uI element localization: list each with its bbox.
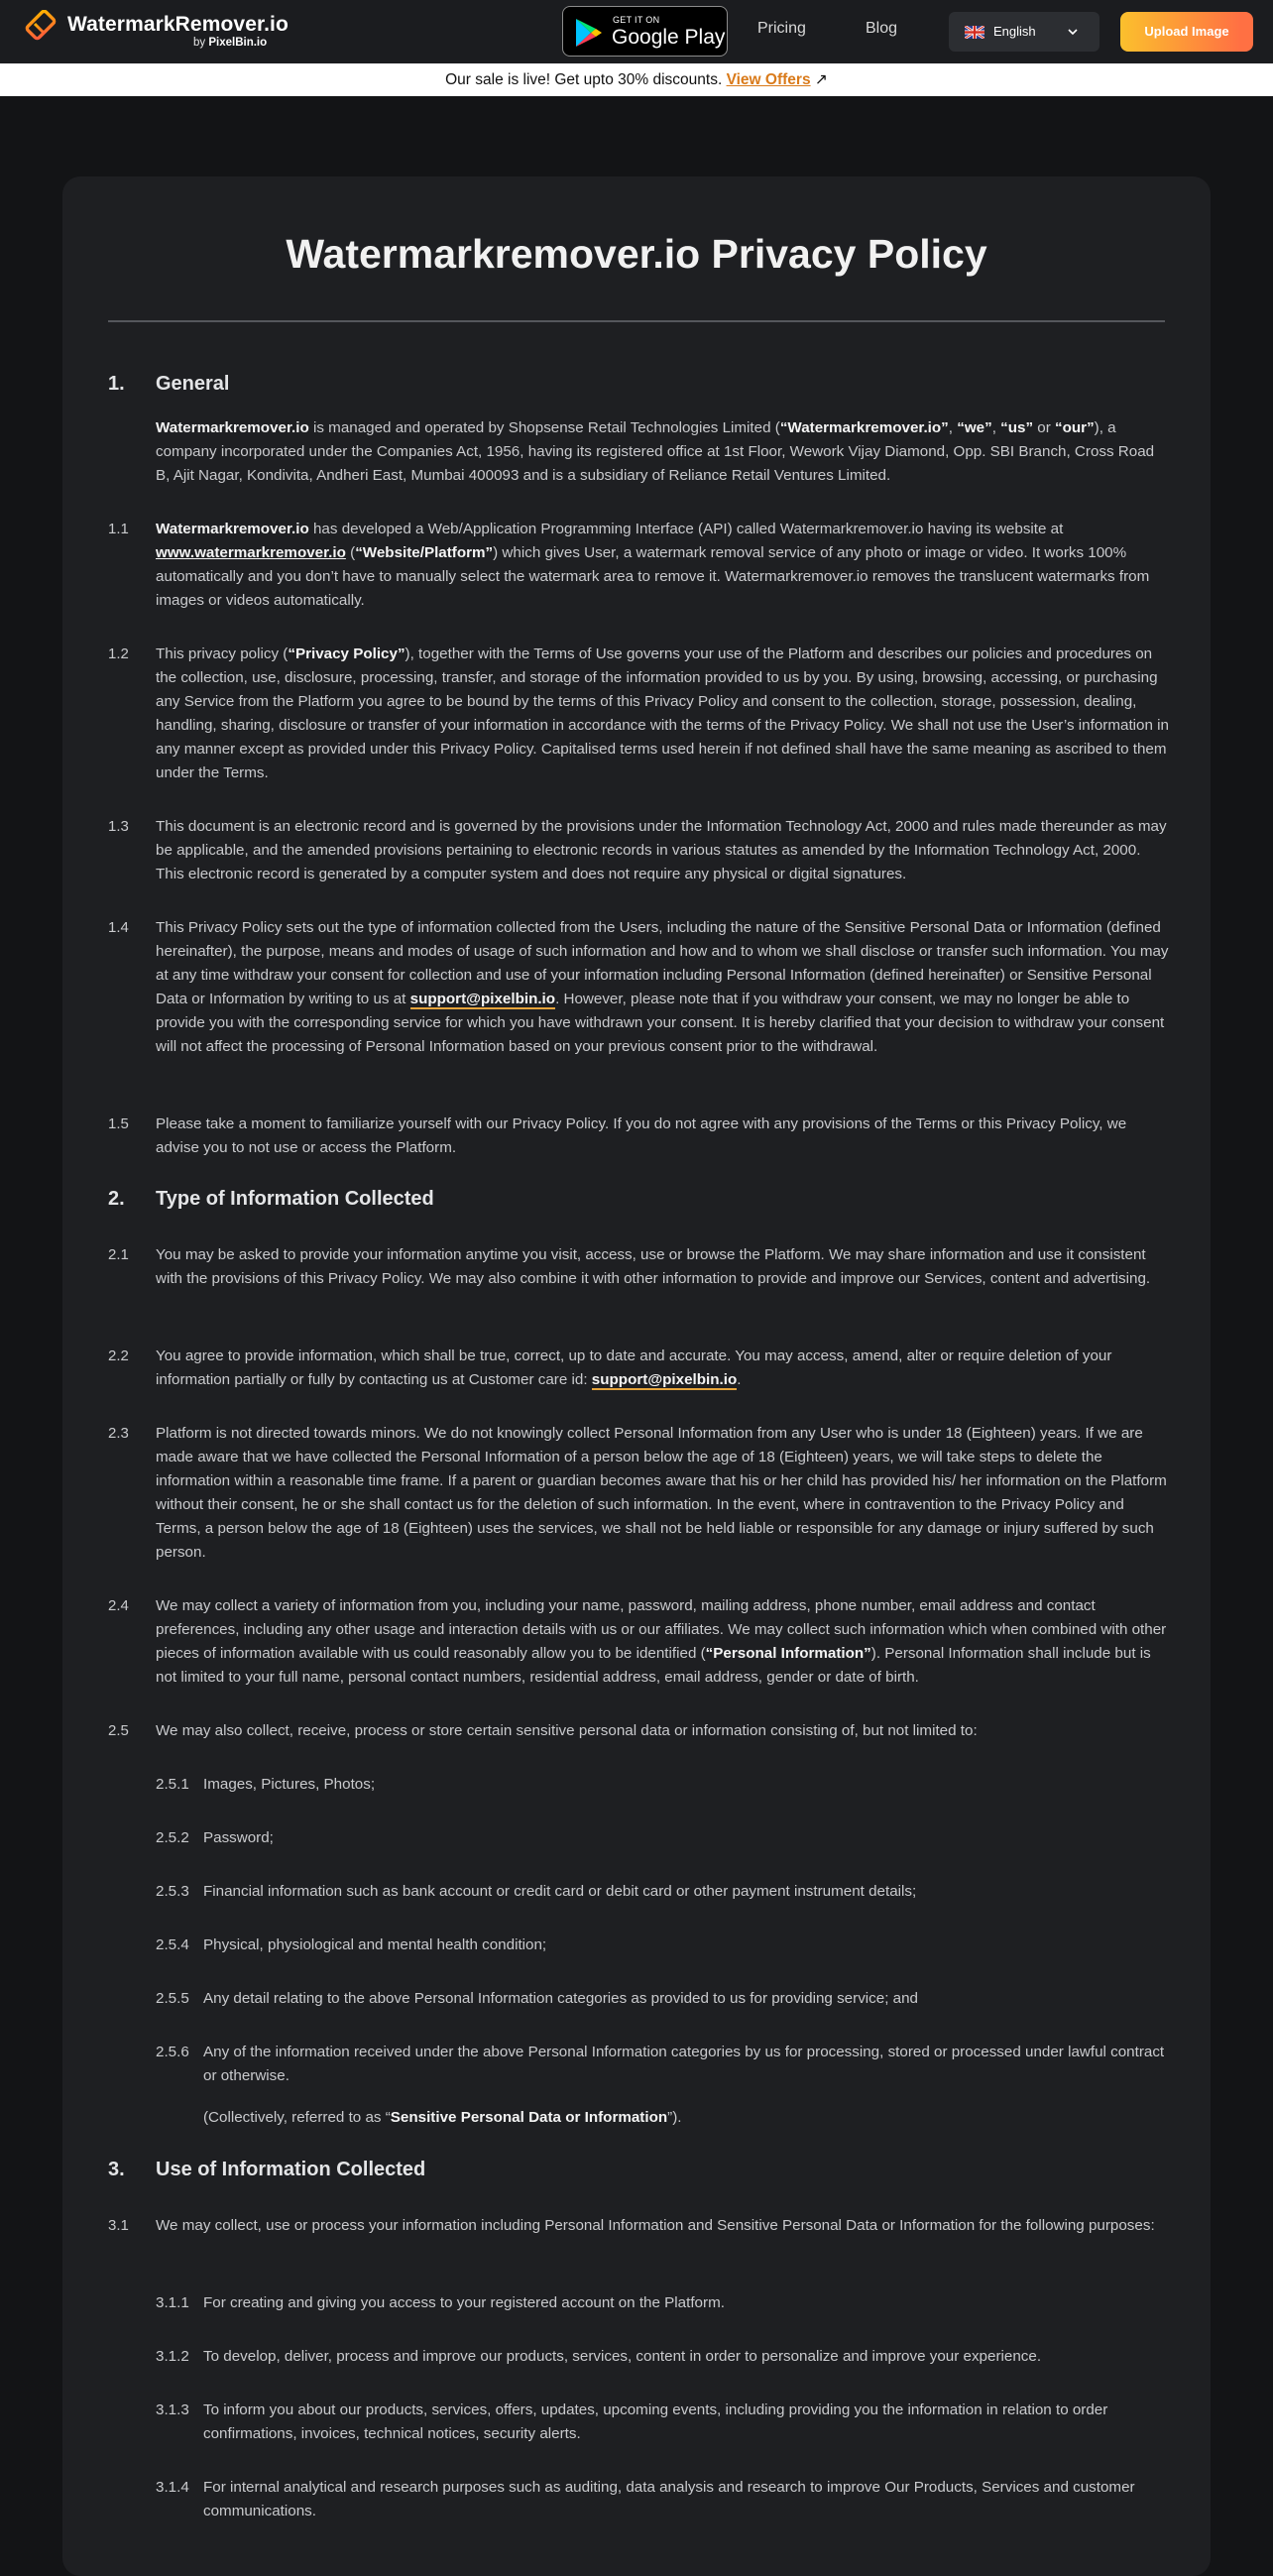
support-email-link[interactable]: support@pixelbin.io [409,991,556,1007]
page-title: Watermarkremover.io Privacy Policy [286,231,987,277]
brand-byline: by PixelBin.io [193,37,268,49]
view-offers-link[interactable]: View Offers [726,71,811,88]
top-header [0,0,1273,63]
gplay-bottom-text: Google Play [612,26,726,49]
chevron-down-icon [1066,25,1080,39]
sale-banner [0,63,1273,96]
nav-pricing[interactable]: Pricing [757,20,806,37]
customer-care-email-link[interactable]: support@pixelbin.io [591,1371,738,1388]
gplay-top-text: GET IT ON [613,15,660,25]
nav-blog[interactable]: Blog [866,20,898,37]
google-play-badge[interactable] [562,6,728,57]
title-divider [108,320,1165,322]
eraser-logo-icon [24,10,61,44]
brand-name: WatermarkRemover.io [67,13,289,36]
google-play-icon [573,17,605,49]
uk-flag-icon [965,26,984,39]
banner-text: Our sale is live! Get upto 30% discounts. [445,71,723,88]
logo-link[interactable] [24,10,289,54]
external-link-icon: ↗ [814,71,828,88]
upload-image-button[interactable]: Upload Image [1120,12,1253,52]
website-link[interactable]: www.watermarkremover.io [156,544,346,561]
language-label: English [993,24,1036,39]
language-select[interactable] [949,12,1099,52]
policy-card: Watermarkremover.io Privacy Policy 1. General Watermarkremover.io is managed and operated by Shopsense Retail Technologies Limited (“Watermarkremover.io”, “we”, “us” or “our”), a company incorporated under the Companies Act, 1956, having its registered office at 1st Floor, Wework Vijay Diamond, Opp. SBI Branch, Cross Road B, Ajit Nagar, Kondivita, Andheri East, Mumbai 400093 and is a subsidiary of Reliance Retail Ventures Limited. 1.1 Watermarkremover.io has developed a Web/Application Programming Interface (API) called Watermarkremover.io having its website at www.watermarkremover.io (“Website/Platform”) which gives User, a watermark removal service of any photo or image or video. It works 100% automatically and you don’t have to manually select the watermark area to remove it. Watermarkremover.io removes the translucent watermarks from images or videos automatically. 1.2 This privacy policy (“Privacy Policy”), together with the Terms of Use governs your use of the Platform and describes our policies and procedures on the collection, use, disclosure, processing, transfer, and storage of the information provided to us by you. By using, browsing, accessing, or purchasing any Service from the Platform you agree to be bound by the terms of this Privacy Policy and consent to the collection, storage, possession, dealing, handling, sharing, disclosure or transfer of your information in accordance with the terms of the Privacy Policy. We shall not use the User’s information in any manner except as provided under this Privacy Policy. Capitalised terms used herein if not defined shall have the same meaning as ascribed to them under the Terms. 1.3 This document is an electronic record and is governed by the provisions under the Information Technology Act, 2000 and rules made thereunder as may be applicable, and the amended provisions pertaining to electronic records in various statutes as amended by the Information Technology Act, 2000. This electronic record is generated by a computer system and does not require any physical or digital signatures. 1.4 This Privacy Policy sets out the type of information collected from the Users, including the nature of the Sensitive Personal Data or Information (defined hereinafter), the purpose, means and modes of usage of such information and how and to whom we shall disclose or transfer such information. You may at any time withdraw your consent for collection and use of your information including Personal Information (defined hereinafter) or Sensitive Personal Data or Information by writing to us at support@pixelbin.io. However, please note that if you withdraw your consent, we may no longer be able to provide you with the corresponding service for which you have withdrawn your consent. It is hereby clarified that your decision to withdraw your consent will not affect the processing of Personal Information based on your previous consent prior to the withdrawal. 1.5 Please take a moment to familiarize yourself with our Privacy Policy. If you do not agree with any provisions of the Terms or this Privacy Policy, we advise you to not use or access the Platform. 2. Type of Information Collected 2.1 You may be asked to provide your information anytime you visit, access, use or browse the Platform. We may share information and use it consistent with the provisions of this Privacy Policy. We may also combine it with other information to provide and improve our Services, content and advertising. 2.2 You agree to provide information, which shall be true, correct, up to date and accurate. You may access, amend, alter or require deletion of your information partially or fully by contacting us at Customer care id: support@pixelbin.io. 2.3 Platform is not directed towards minors. We do not knowingly collect Personal Information from any User who is under 18 (Eighteen) years. If we are made aware that we have collected the Personal Information of a person below the age of 18 (Eighteen) years, we will take steps to delete the information within a reasonable time frame. If a parent or guardian becomes aware that his or her child has provided his/ her information on the Platform without their consent, he or she shall contact us for the deletion of such information. In the event, where in contravention to the Privacy Policy and Terms, a person below the age of 18 (Eighteen) uses the services, we shall not be held liable or responsible for any damage or injury suffered by such person. 2.4 We may collect a variety of information from you, including your name, password, mailing address, phone number, email address and contact preferences, including any other usage and interaction details with us or our affiliates. We may collect such information which when combined with other pieces of information available with us could reasonably allow you to be identified (“Personal Information”). Personal Information shall include but is not limited to your full name, personal contact numbers, residential address, email address, gender or date of birth. 2.5 We may also collect, receive, process or store certain sensitive personal data or information consisting of, but not limited to: 2.5.1 Images, Pictures, Photos; 2.5.2 Password; 2.5.3 Financial information such as bank account or credit card or debit card or other payment instrument details; 2.5.4 Physical, physiological and mental health condition; 2.5.5 Any detail relating to the above Personal Information categories as provided to us for providing service; and 2.5.6 Any of the information received under the above Personal Information categories by us for processing, stored or processed under lawful contract or otherwise. (Collectively, referred to as “Sensitive Personal Data or Information”). 3. Use of Information Collected 3.1 We may collect, use or process your information including Personal Information and Sensitive Personal Data or Information for the following purposes: 3.1.1 For creating and giving you access to your registered account on the Platform. 3.1.2 To develop, deliver, process and improve our products, services, content in order to personalize and improve your experience. 3.1.3 To inform you about our products, services, offers, updates, upcoming events, including providing you the information in relation to order confirmations, invoices, technical notices, security alerts. 3.1.4 For internal analytical and research purposes such as auditing, data analysis and research to improve Our Products, Services and customer communications. [62,176,1211,2576]
